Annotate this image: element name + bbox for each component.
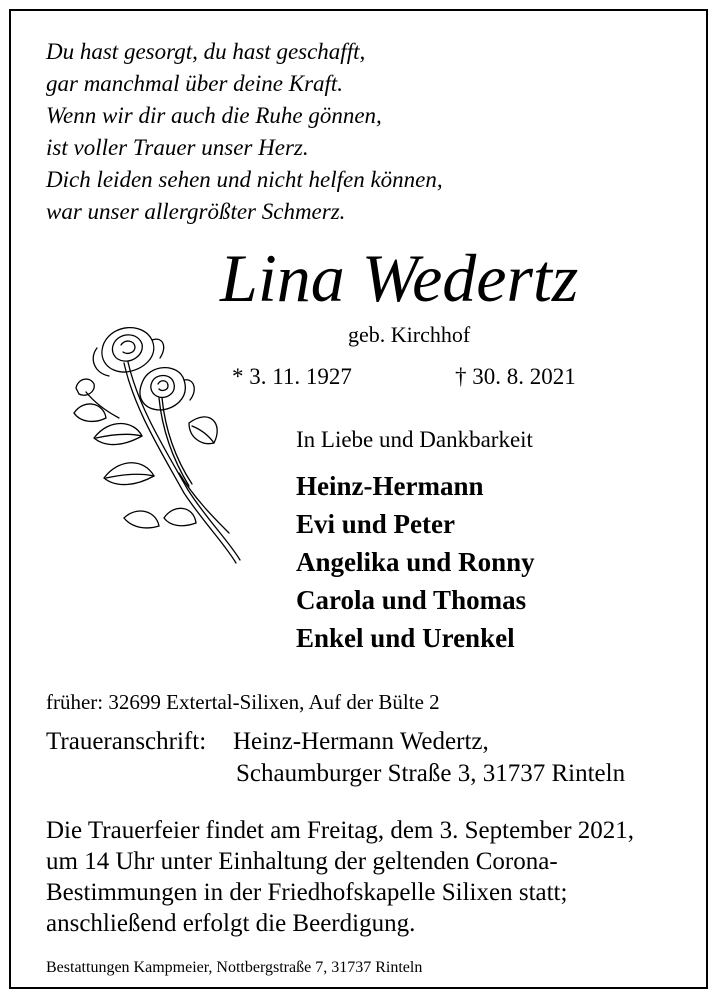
poem-line: gar manchmal über deine Kraft. bbox=[46, 71, 344, 96]
service-line: anschließend erfolgt die Beerdigung. bbox=[46, 910, 416, 937]
mourning-address-line2: Schaumburger Straße 3, 31737 Rinteln bbox=[236, 760, 626, 787]
mourner-name: Evi und Peter bbox=[296, 509, 455, 539]
poem bbox=[46, 36, 443, 228]
mourner-name: Angelika und Ronny bbox=[296, 547, 535, 577]
mourning-address-line1: Heinz-Hermann Wedertz, bbox=[233, 728, 489, 755]
poem-line: Wenn wir dir auch die Ruhe gönnen, bbox=[46, 103, 382, 128]
mourner-name: Carola und Thomas bbox=[296, 585, 527, 615]
poem-line: Du hast gesorgt, du hast geschafft, bbox=[46, 39, 366, 64]
service-line: Die Trauerfeier findet am Freitag, dem 3. September 2021, bbox=[46, 817, 635, 844]
poem-line: war unser allergrößter Schmerz. bbox=[46, 199, 346, 224]
mourners-list bbox=[296, 467, 535, 657]
mourners-intro: In Liebe und Dankbarkeit bbox=[296, 427, 533, 452]
deceased-name: Lina Wedertz bbox=[220, 240, 579, 316]
mourning-address-label: Traueranschrift: bbox=[46, 728, 207, 755]
birth-date: * 3. 11. 1927 bbox=[232, 364, 352, 389]
poem-line: Dich leiden sehen und nicht helfen können, bbox=[46, 167, 443, 192]
poem-line: ist voller Trauer unser Herz. bbox=[46, 135, 309, 160]
birth-name: geb. Kirchhof bbox=[348, 322, 471, 347]
service-line: um 14 Uhr unter Einhaltung der geltenden Corona- bbox=[46, 848, 558, 875]
service-line: Bestimmungen in der Friedhofskapelle Silixen statt; bbox=[46, 879, 568, 906]
funeral-home-footer: Bestattungen Kampmeier, Nottbergstraße 7, 31737 Rinteln bbox=[46, 959, 423, 976]
death-date: † 30. 8. 2021 bbox=[455, 364, 576, 389]
mourner-name: Heinz-Hermann bbox=[296, 471, 484, 501]
former-address: früher: 32699 Extertal-Silixen, Auf der Bülte 2 bbox=[46, 690, 440, 714]
roses-illustration-icon bbox=[64, 318, 244, 570]
service-details bbox=[46, 815, 634, 939]
mourner-name: Enkel und Urenkel bbox=[296, 623, 515, 653]
